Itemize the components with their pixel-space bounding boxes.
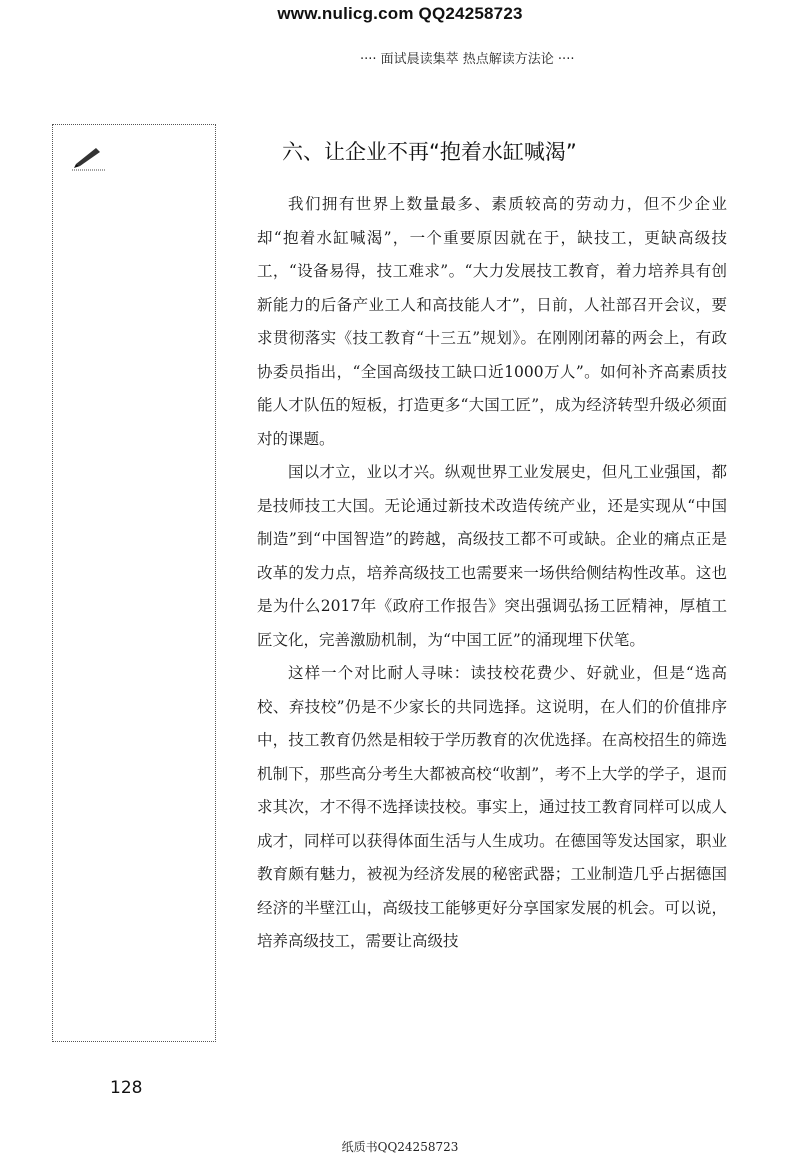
- top-watermark: www.nulicg.com QQ24258723: [277, 4, 523, 23]
- running-header: ···· 面试晨读集萃 热点解读方法论 ····: [360, 52, 575, 67]
- page-number: 128: [110, 1078, 143, 1098]
- notes-margin-box: [52, 124, 216, 1042]
- section-title: 六、让企业不再“抱着水缸喊渴”: [282, 140, 577, 164]
- bottom-watermark: 纸质书QQ24258723: [341, 1140, 459, 1154]
- pen-icon: [72, 144, 108, 172]
- paragraph: 国以才立，业以才兴。纵观世界工业发展史，但凡工业强国，都是技师技工大国。无论通过新技术改造传统产业，还是实现从“中国制造”到“中国智造”的跨越，高级技工都不可或缺。企业的痛点正是改革的发力点，培养高级技工也需要来一场供给侧结构性改革。这也是为什么2017年《政府工作报告》突出强调弘扬工匠精神，厚植工匠文化，完善激励机制，为“中国工匠”的涌现埋下伏笔。: [257, 463, 727, 649]
- article-body: [257, 188, 727, 959]
- paragraph: 这样一个对比耐人寻味：读技校花费少、好就业，但是“选高校、弃技校”仍是不少家长的共同选择。这说明，在人们的价值排序中，技工教育仍然是相较于学历教育的次优选择。在高校招生的筛选机制下，那些高分考生大都被高校“收割”，考不上大学的学子，退而求其次，才不得不选择读技校。事实上，通过技工教育同样可以成人成才，同样可以获得体面生活与人生成功。在德国等发达国家，职业教育颇有魅力，被视为经济发展的秘密武器；工业制造几乎占据德国经济的半壁江山，高级技工能够更好分享国家发展的机会。可以说，培养高级技工，需要让高级技: [257, 664, 727, 950]
- paragraph: 我们拥有世界上数量最多、素质较高的劳动力，但不少企业却“抱着水缸喊渴”，一个重要原因就在于，缺技工，更缺高级技工，“设备易得，技工难求”。“大力发展技工教育，着力培养具有创新能力的后备产业工人和高技能人才”，日前，人社部召开会议，要求贯彻落实《技工教育“十三五”规划》。在刚刚闭幕的两会上，有政协委员指出，“全国高级技工缺口近1000万人”。如何补齐高素质技能人才队伍的短板，打造更多“大国工匠”，成为经济转型升级必须面对的课题。: [257, 195, 727, 448]
